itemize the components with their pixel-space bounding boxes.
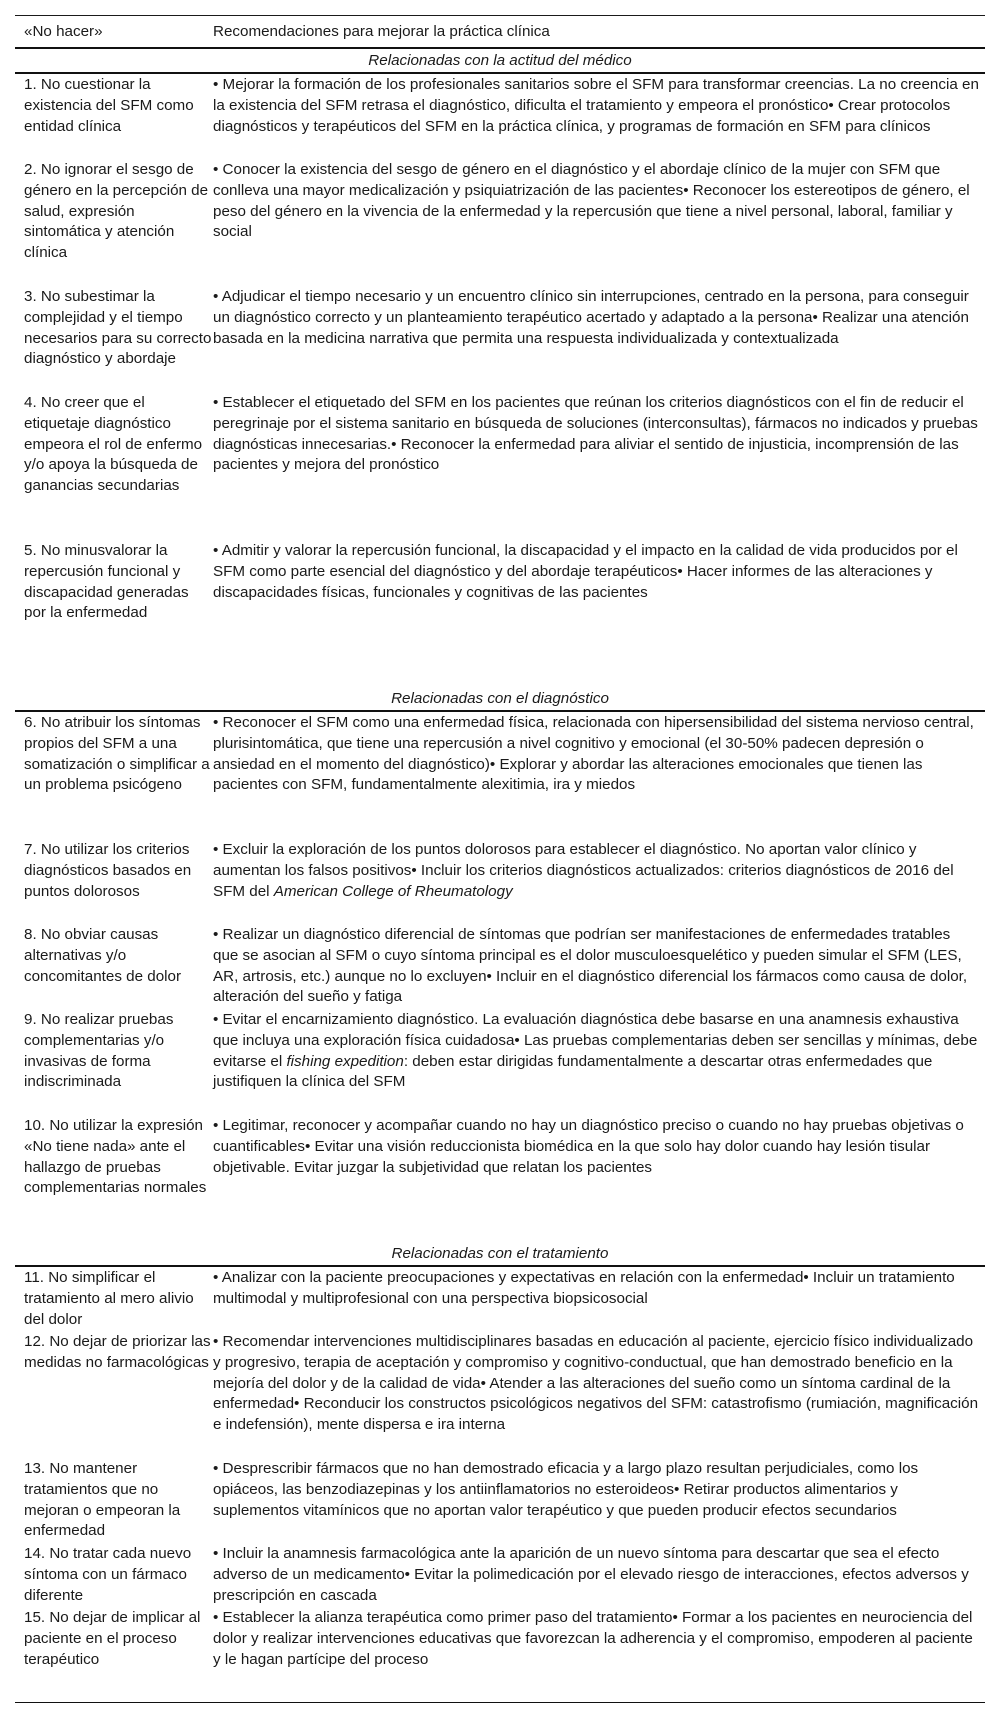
recomendacion-cell: • Recomendar intervenciones multidisciplinares basadas en educación al paciente, ejercicio físico individualizado y progresivo, terapia de aceptación y compromiso y cognitivo-conductual, que han demostrado beneficio en la mejoría del dolor y de la calidad de vida• Atender a las alteraciones del sueño como un síntoma cardinal de la enfermedad• Reconducir los constructos psicológicos negativos del SFM: catastrofismo (rumiación, magnificación e indefensión), mente dispersa e ira interna	[213, 1333, 979, 1434]
table-bottom-rule	[15, 1702, 985, 1703]
no-hacer-cell: 10. No utilizar la expresión «No tiene nada» ante el hallazgo de pruebas complementarias normales	[24, 1117, 207, 1197]
no-hacer-cell: 3. No subestimar la complejidad y el tiempo necesarios para su correcto diagnóstico y abordaje	[24, 288, 212, 368]
recomendacion-cell: • Establecer el etiquetado del SFM en los pacientes que reúnan los criterios diagnósticos con el fin de reducir el peregrinaje por el sistema sanitario en búsqueda de soluciones (interconsultas), fármacos no indicados y pruebas diagnósticas innecesarias.• Reconocer la enfermedad para aliviar el sentido de injusticia, incomprensión de las pacientes y mejora del pronóstico	[213, 394, 978, 474]
recomendacion-cell: • Legitimar, reconocer y acompañar cuando no hay un diagnóstico preciso o cuando no hay pruebas objetivas o cuantificables• Evitar una visión reduccionista biomédica en la que solo hay dolor cuando hay lesión tisular objetivable. Evitar juzgar la subjetividad que relatan los pacientes	[213, 1117, 964, 1176]
no-hacer-cell: 9. No realizar pruebas complementarias y/o invasivas de forma indiscriminada	[24, 1011, 174, 1091]
no-hacer-cell: 12. No dejar de priorizar las medidas no farmacológicas	[24, 1333, 211, 1371]
recomendacion-cell	[213, 1010, 985, 1115]
table-row	[15, 392, 985, 540]
no-hacer-cell: 1. No cuestionar la existencia del SFM como entidad clínica	[24, 76, 194, 135]
no-hacer-cell: 7. No utilizar los criterios diagnósticos basados en puntos dolorosos	[24, 841, 192, 900]
no-hacer-cell: 6. No atribuir los síntomas propios del SFM a una somatización o simplificar a un problema psicógeno	[24, 714, 210, 794]
no-hacer-cell: 4. No creer que el etiquetaje diagnóstico empeora el rol de enfermo y/o apoya la búsqueda de ganancias secundarias	[24, 394, 203, 495]
section-title-diagnostico: Relacionadas con el diagnóstico	[15, 687, 985, 712]
header-no-hacer: «No hacer»	[24, 23, 103, 40]
table-row	[15, 1115, 985, 1242]
recomendacion-text: • Evitar el encarnizamiento diagnóstico. La evaluación diagnóstica debe basarse en una anamnesis exhaustiva que incluya una exploración física cuidadosa• Las pruebas complementarias deben ser sencillas y mínimas, debe evitarse el	[213, 1011, 978, 1070]
table-row	[15, 712, 985, 839]
table-row	[15, 1543, 985, 1607]
table-row	[15, 1458, 985, 1543]
no-hacer-cell: 2. No ignorar el sesgo de género en la percepción de salud, expresión sintomática y atención clínica	[24, 161, 209, 262]
header-recomendaciones: Recomendaciones para mejorar la práctica clínica	[213, 23, 550, 40]
table-row	[15, 286, 985, 392]
table-row	[15, 159, 985, 286]
recomendacion-cell: • Incluir la anamnesis farmacológica ante la aparición de un nuevo síntoma para descartar que sea el efecto adverso de un medicamento• Evitar la polimedicación por el elevado riesgo de interacciones, efectos adversos y prescripción en cascada	[213, 1545, 969, 1604]
recomendacion-italic: fishing expedition	[286, 1052, 404, 1070]
table-row	[15, 1607, 985, 1692]
no-hacer-cell: 11. No simplificar el tratamiento al mero alivio del dolor	[24, 1269, 194, 1328]
recomendacion-italic: American College of Rheumatology	[273, 882, 513, 900]
no-hacer-cell: 8. No obviar causas alternativas y/o concomitantes de dolor	[24, 926, 182, 985]
no-hacer-cell: 13. No mantener tratamientos que no mejoran o empeoran la enfermedad	[24, 1460, 181, 1540]
recomendacion-cell: • Establecer la alianza terapéutica como primer paso del tratamiento• Formar a los pacientes en neurociencia del dolor y realizar intervenciones educativas que favorezcan la adherencia y el compromiso, empoderen al paciente y le hagan partícipe del proceso	[213, 1609, 973, 1668]
table-row	[15, 74, 985, 159]
recomendacion-cell: • Reconocer el SFM como una enfermedad física, relacionada con hipersensibilidad del sistema nervioso central, plurisintomática, que tiene una repercusión a nivel cognitivo y emocional (el 30-50% padecen depresión o ansiedad en el momento del diagnóstico)• Explorar y abordar las alteraciones emocionales que tienen las pacientes con SFM, fundamentalmente alexitimia, ira y miedos	[213, 714, 974, 794]
section-title-actitud: Relacionadas con la actitud del médico	[15, 49, 985, 74]
section-title-tratamiento: Relacionadas con el tratamiento	[15, 1242, 985, 1267]
no-hacer-cell: 15. No dejar de implicar al paciente en el proceso terapéutico	[24, 1609, 201, 1668]
table-row	[15, 924, 985, 1009]
table-row	[15, 839, 985, 924]
table-row	[15, 1009, 985, 1115]
recomendacion-cell: • Admitir y valorar la repercusión funcional, la discapacidad y el impacto en la calidad de vida producidos por el SFM como parte esencial del diagnóstico y del abordaje terapéuticos• Hacer informes de las alteraciones y discapacidades físicas, funcionales y cognitivas de las pacientes	[213, 542, 958, 601]
recomendacion-text: • Excluir la exploración de los puntos dolorosos para establecer el diagnóstico. No aportan valor clínico y aumentan los falsos positivos• Incluir los criterios diagnósticos actualizados: criterios diagnósticos de 2016 del SFM del	[213, 841, 954, 900]
recomendacion-cell: • Conocer la existencia del sesgo de género en el diagnóstico y el abordaje clínico de la mujer con SFM que conlleva una mayor medicalización y psiquiatrización de las pacientes• Reconocer los estereotipos de género, el peso del género en la vivencia de la enfermedad y la repercusión que tiene a nivel personal, laboral, familiar y social	[213, 161, 970, 241]
recomendacion-cell	[213, 840, 985, 924]
recomendacion-cell: • Analizar con la paciente preocupaciones y expectativas en relación con la enfermedad• Incluir un tratamiento multimodal y multiprofesional con una perspectiva biopsicosocial	[213, 1269, 955, 1307]
recomendacion-tail: : deben estar dirigidas fundamentalmente a descartar otras enfermedades que justifiquen la clínica del SFM	[213, 1052, 933, 1091]
table-row	[15, 1267, 985, 1331]
table-header	[15, 16, 985, 49]
table-row	[15, 1331, 985, 1458]
recomendacion-cell: • Desprescribir fármacos que no han demostrado eficacia y a largo plazo resultan perjudiciales, como los opiáceos, las benzodiazepinas y los antiinflamatorios no esteroideos• Retirar productos alimentarios y suplementos vitamínicos que no aportan valor terapéutico y que pueden producir efectos secundarios	[213, 1460, 919, 1519]
recomendacion-cell: • Adjudicar el tiempo necesario y un encuentro clínico sin interrupciones, centrado en la persona, para conseguir un diagnóstico correcto y un planteamiento terapéutico acertado y adaptado a la persona• Realizar una atención basada en la medicina narrativa que permita una respuesta individualizada y contextualizada	[213, 288, 969, 347]
recommendations-table	[15, 15, 985, 1703]
table-row	[15, 540, 985, 667]
no-hacer-cell: 14. No tratar cada nuevo síntoma con un fármaco diferente	[24, 1545, 192, 1604]
recomendacion-cell: • Realizar un diagnóstico diferencial de síntomas que podrían ser manifestaciones de enfermedades tratables que se asocian al SFM o cuyo síntoma principal es el dolor musculoesquelético y pueden simular el SFM (LES, AR, artrosis, etc.) aunque no lo excluyen• Incluir en el diagnóstico diferencial los fármacos como causa de dolor, alteración del sueño y fatiga	[213, 926, 968, 1006]
recomendacion-cell: • Mejorar la formación de los profesionales sanitarios sobre el SFM para transformar creencias. La no creencia en la existencia del SFM retrasa el diagnóstico, dificulta el tratamiento y empeora el pronóstico• Crear protocolos diagnósticos y terapéuticos del SFM en la práctica clínica, y programas de formación en SFM para clínicos	[213, 76, 979, 135]
no-hacer-cell: 5. No minusvalorar la repercusión funcional y discapacidad generadas por la enfermedad	[24, 542, 189, 622]
